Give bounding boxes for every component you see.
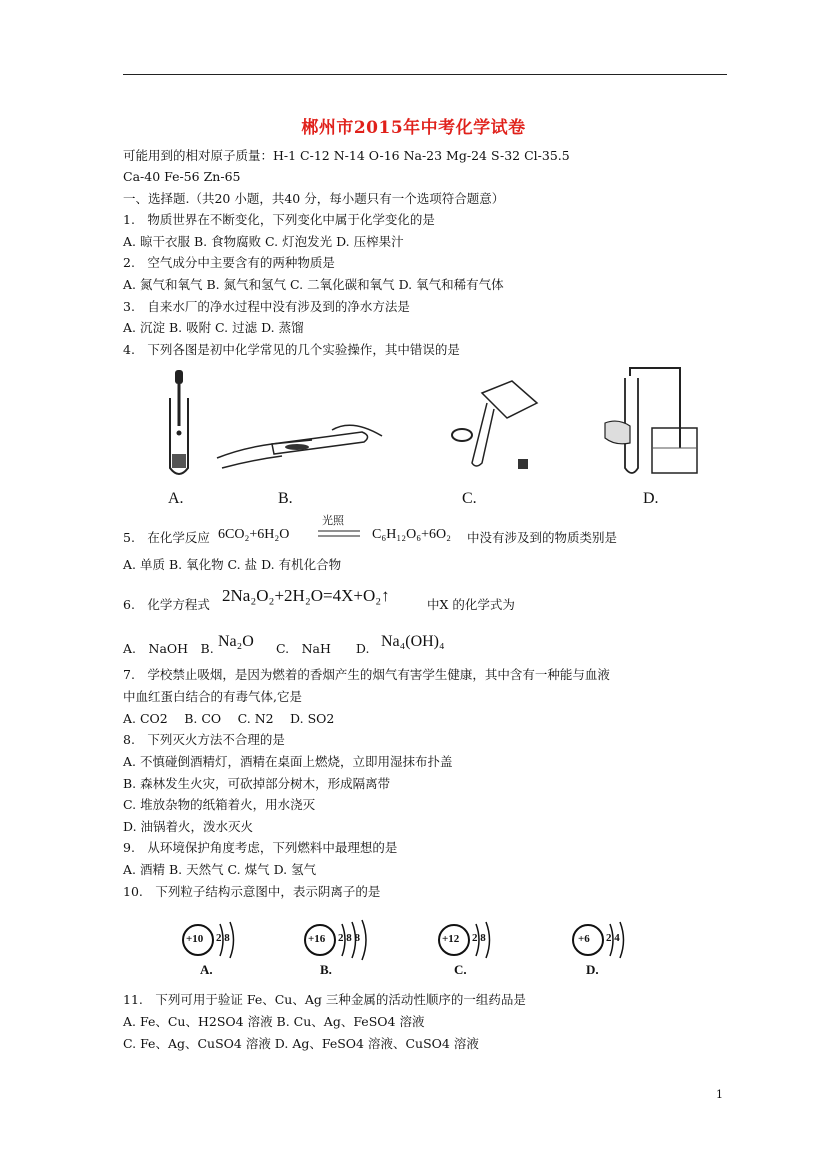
atom-b-label: B. bbox=[320, 962, 332, 977]
atom-b-nucleus: +16 bbox=[308, 933, 326, 945]
q6-opt-b-formula: Na₂O bbox=[218, 633, 254, 650]
q11-stem: 11. 下列可用于验证 Fe、Cu、Ag 三种金属的活动性顺序的一组药品是 bbox=[123, 992, 526, 1007]
q6-opt-d-formula: Na₄(OH)₄ bbox=[381, 633, 445, 650]
header-rule bbox=[123, 74, 727, 75]
q2-options: A. 氮气和氧气 B. 氮气和氢气 C. 二氧化碳和氧气 D. 氧气和稀有气体 bbox=[123, 277, 504, 292]
atom-d-shells: 2 4 bbox=[606, 932, 620, 944]
page-number: 1 bbox=[716, 1088, 723, 1101]
q6-equation: 2Na₂O₂+2H₂O=4X+O₂↑ bbox=[222, 586, 390, 605]
atom-diagram-d bbox=[568, 920, 648, 976]
figure-gas-tightness-check bbox=[590, 368, 700, 483]
q4-label-d: D. bbox=[643, 490, 659, 507]
atom-d-nucleus: +6 bbox=[578, 933, 590, 945]
atom-diagram-b bbox=[300, 920, 390, 976]
q8-option-d: D. 油锅着火，泼水灭火 bbox=[123, 819, 254, 834]
q5-condition: 光照 bbox=[322, 515, 344, 527]
q5-products: C₆H₁₂O₆+6O₂ bbox=[372, 527, 451, 542]
q11-options-ab: A. Fe、Cu、H2SO4 溶液 B. Cu、Ag、FeSO4 溶液 bbox=[123, 1014, 425, 1029]
q1-stem: 1. 物质世界在不断变化，下列变化中属于化学变化的是 bbox=[123, 212, 435, 227]
q9-stem: 9. 从环境保护角度考虑，下列燃料中最理想的是 bbox=[123, 840, 398, 855]
q6-suffix: 中X 的化学式为 bbox=[427, 597, 515, 612]
q5-suffix: 中没有涉及到的物质类别是 bbox=[467, 530, 618, 545]
atom-diagram-a bbox=[178, 920, 258, 976]
q5-prefix: 5. 在化学反应 bbox=[123, 530, 210, 545]
atom-d-label: D. bbox=[586, 962, 599, 977]
q10-stem: 10. 下列粒子结构示意图中，表示阴离子的是 bbox=[123, 884, 381, 899]
q3-stem: 3. 自来水厂的净水过程中没有涉及到的净水方法是 bbox=[123, 299, 410, 314]
figure-pouring-liquid bbox=[432, 373, 542, 473]
q2-stem: 2. 空气成分中主要含有的两种物质是 bbox=[123, 255, 335, 270]
q7-options: A. CO2 B. CO C. N2 D. SO2 bbox=[123, 711, 335, 726]
q4-label-b: B. bbox=[278, 490, 293, 507]
atom-a-label: A. bbox=[200, 962, 213, 977]
q8-option-b: B. 森林发生火灾，可砍掉部分树木，形成隔离带 bbox=[123, 776, 391, 791]
q8-option-c: C. 堆放杂物的纸箱着火，用水浇灭 bbox=[123, 797, 316, 812]
q3-options: A. 沉淀 B. 吸附 C. 过滤 D. 蒸馏 bbox=[123, 320, 304, 335]
q6-opt-c: C. NaH D. bbox=[276, 641, 370, 656]
q4-stem: 4. 下列各图是初中化学常见的几个实验操作，其中错误的是 bbox=[123, 342, 460, 357]
figure-test-tube-dropper bbox=[160, 368, 200, 483]
q11-options-cd: C. Fe、Ag、CuSO4 溶液 D. Ag、FeSO4 溶液、CuSO4 溶液 bbox=[123, 1036, 479, 1051]
atom-b-shells: 2 8 8 bbox=[338, 932, 360, 944]
atomic-masses-line1: 可能用到的相对原子质量：H-1 C-12 N-14 O-16 Na-23 Mg-24 S-32 Cl-35.5 bbox=[123, 148, 570, 163]
q4-label-a: A. bbox=[168, 490, 184, 507]
q7-stem-1: 7. 学校禁止吸烟，是因为燃着的香烟产生的烟气有害学生健康，其中含有一种能与血液 bbox=[123, 667, 610, 682]
atomic-masses-line2: Ca-40 Fe-56 Zn-65 bbox=[123, 169, 241, 184]
page-title: 郴州市2015年中考化学试卷 bbox=[301, 118, 526, 138]
q5-options: A. 单质 B. 氧化物 C. 盐 D. 有机化合物 bbox=[123, 557, 342, 572]
q7-stem-2: 中血红蛋白结合的有毒气体,它是 bbox=[123, 689, 302, 704]
atom-a-shells: 2 8 bbox=[216, 932, 230, 944]
q8-option-a: A. 不慎碰倒酒精灯，酒精在桌面上燃烧，立即用湿抹布扑盖 bbox=[123, 754, 453, 769]
q9-options: A. 酒精 B. 天然气 C. 煤气 D. 氢气 bbox=[123, 862, 317, 877]
atom-c-shells: 2 8 bbox=[472, 932, 486, 944]
q4-label-c: C. bbox=[462, 490, 477, 507]
atom-c-nucleus: +12 bbox=[442, 933, 460, 945]
q6-opt-a: A. NaOH B. bbox=[123, 641, 214, 656]
atom-a-nucleus: +10 bbox=[186, 933, 204, 945]
q8-stem: 8. 下列灭火方法不合理的是 bbox=[123, 732, 285, 747]
atom-c-label: C. bbox=[454, 962, 467, 977]
q5-equals-sign bbox=[318, 530, 360, 538]
figure-heating-test-tube bbox=[212, 418, 387, 473]
section-heading: 一、选择题.（共20 小题，共40 分，每小题只有一个选项符合题意） bbox=[123, 191, 505, 206]
q6-prefix: 6. 化学方程式 bbox=[123, 597, 210, 612]
atom-diagram-c bbox=[434, 920, 514, 976]
q5-reactants: 6CO₂+6H₂O bbox=[218, 527, 290, 542]
q1-options: A. 晾干衣服 B. 食物腐败 C. 灯泡发光 D. 压榨果汁 bbox=[123, 234, 404, 249]
